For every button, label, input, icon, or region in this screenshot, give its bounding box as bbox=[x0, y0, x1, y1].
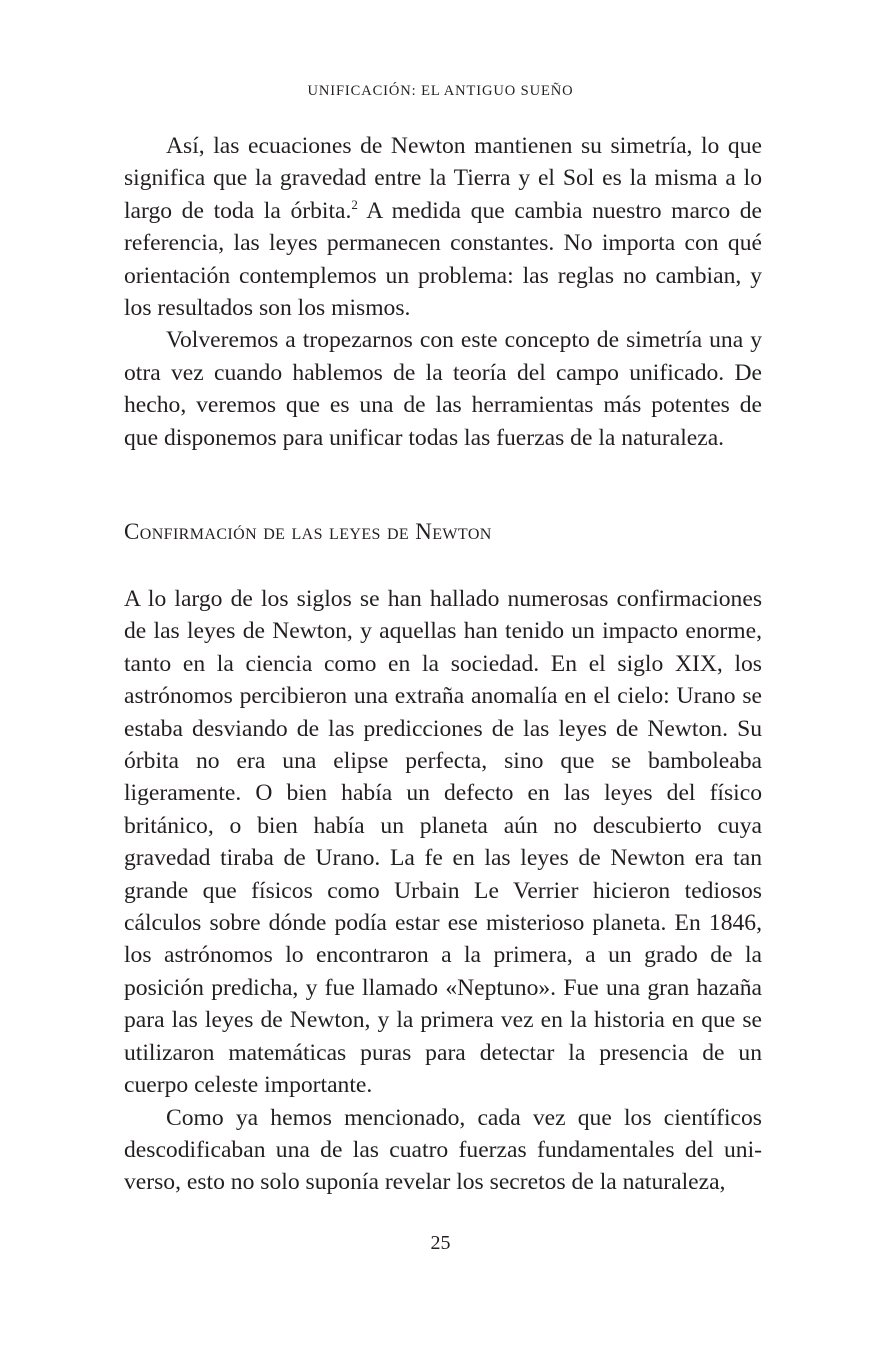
footnote-marker[interactable]: 2 bbox=[351, 196, 358, 212]
paragraph-symmetry bbox=[124, 130, 762, 324]
paragraph-neptune: A lo largo de los siglos se han hallado numerosas confirmaciones de las leyes de Newton, y aquellas han tenido un impacto enorme, tanto en la ciencia como en la sociedad. En el siglo XIX, los astrónomos percibieron una extraña anomalía en el cielo: Urano se estaba desviando de las predicciones de las leyes de Newton. Su órbita no era una elipse perfecta, sino que se bamboleaba ligeramente. O bien había un defecto en las leyes del físico británico, o bien había un planeta aún no descubierto cuya gravedad tiraba de Urano. La fe en las leyes de Newton era tan grande que físicos como Urbain Le Verrier hicieron tediosos cálculos sobre dónde podía estar ese misterioso planeta. En 1846, los astrónomos lo encontraron a la primera, a un grado de la posición predicha, y fue llamado «Neptuno». Fue una gran hazaña para las leyes de Newton, y la primera vez en la historia en que se utilizaron matemáticas puras para detectar la presencia de un cuerpo celeste importante. bbox=[124, 586, 762, 1099]
section-heading: Confirmación de las leyes de Newton bbox=[124, 519, 492, 544]
paragraph-text: A medida que cambia nuestro marco de referencia, las leyes permanecen constantes. No importa con qué orientación contemplemos un problema: las reglas no cambian, y los resultados son los mismos. bbox=[124, 197, 763, 322]
paragraph-text: Así, las ecuaciones de Newton mantienen su simetría, lo que significa que la gravedad entre la Tierra y el Sol es la misma a lo largo de toda la órbita. bbox=[124, 133, 762, 224]
body-text-top bbox=[124, 130, 762, 454]
running-head: UNIFICACIÓN: EL ANTIGUO SUEÑO bbox=[307, 83, 574, 99]
page-number: 25 bbox=[430, 1232, 451, 1254]
paragraph-unified-field: Volveremos a tropezarnos con este concepto de simetría una y otra vez cuando hablemos de la teoría del campo unificado. De hecho, veremos que es una de las herramientas más potentes de que disponemos para unificar todas las fuerzas de la naturaleza. bbox=[124, 327, 762, 451]
paragraph-fundamental-forces: Como ya hemos mencionado, cada vez que los científicos descodificaban una de las cuatro fuerzas fundamentales del universo, esto no solo suponía revelar los secretos de la naturaleza, bbox=[124, 1104, 762, 1196]
body-text-section bbox=[124, 583, 762, 1199]
